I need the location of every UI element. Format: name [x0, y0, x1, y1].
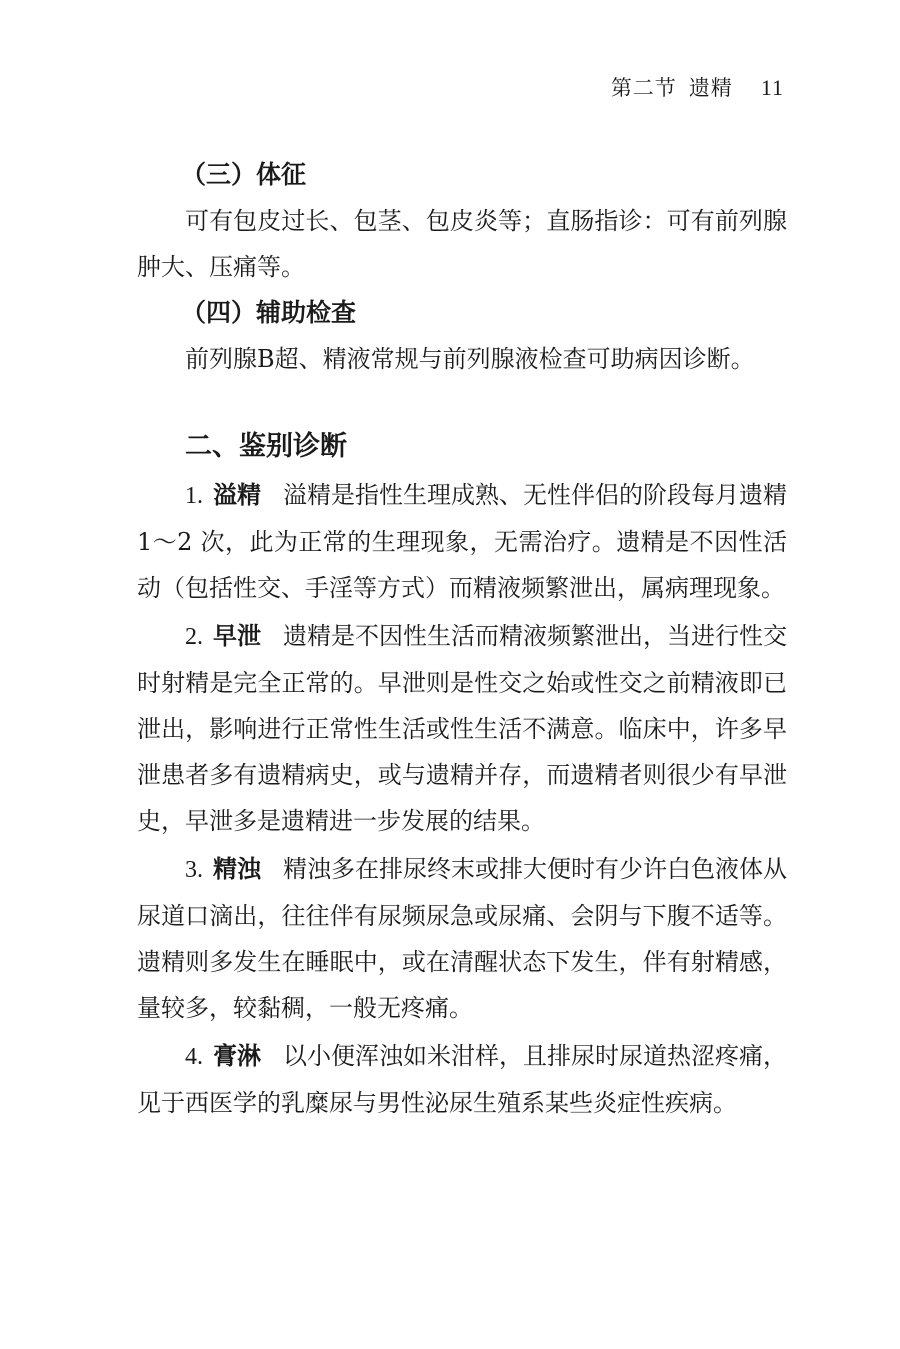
differential-item-3: [137, 846, 787, 1031]
item-number: 3.: [185, 857, 203, 883]
item-text: 溢精是指性生理成熟、无性伴侣的阶段每月遗精 1～2 次，此为正常的生理现象，无需治疗。遗精是不因性活动（包括性交、手淫等方式）而精液频繁泄出，属病理现象。: [137, 481, 787, 602]
item-text: 以小便浑浊如米泔样，且排尿时尿道热涩疼痛，见于西医学的乳糜尿与男性泌尿生殖系某些炎症性疾病。: [137, 1042, 787, 1117]
differential-heading: 二、鉴别诊断: [185, 431, 347, 462]
item-term: 膏淋: [213, 1042, 261, 1070]
item-number: 1.: [185, 483, 203, 509]
page-body: [137, 152, 787, 1128]
item-text: 遗精是不因性生活而精液频繁泄出，当进行性交时射精是完全正常的。早泄则是性交之始或性交之前精液即已泄出，影响进行正常性生活或性生活不满意。临床中，许多早泄患者多有遗精病史，或与遗精并存，而遗精者则很少有早泄史，早泄多是遗精进一步发展的结果。: [137, 622, 787, 835]
aux-exam-paragraph: 前列腺B超、精液常规与前列腺液检查可助病因诊断。: [185, 345, 755, 373]
running-head-chapter: 遗精: [688, 76, 733, 100]
item-number: 4.: [185, 1044, 203, 1070]
page-number: 11: [760, 75, 784, 100]
item-number: 2.: [185, 624, 203, 650]
item-term: 精浊: [213, 855, 261, 883]
item-term: 早泄: [213, 622, 261, 650]
running-head: [611, 72, 784, 102]
differential-item-2: [137, 613, 787, 844]
signs-paragraph: 可有包皮过长、包茎、包皮炎等；直肠指诊：可有前列腺肿大、压痛等。: [137, 207, 787, 281]
differential-item-4: [137, 1033, 787, 1126]
running-head-section: 第二节: [610, 76, 677, 100]
item-term: 溢精: [213, 481, 261, 509]
aux-exam-heading: （四）辅助检查: [181, 298, 357, 327]
signs-heading: （三）体征: [181, 160, 307, 189]
differential-item-1: [137, 472, 787, 611]
item-text: 精浊多在排尿终末或排大便时有少许白色液体从尿道口滴出，往往伴有尿频尿急或尿痛、会阴与下腹不适等。遗精则多发生在睡眠中，或在清醒状态下发生，伴有射精感，量较多，较黏稠，一般无疼痛。: [137, 855, 787, 1022]
